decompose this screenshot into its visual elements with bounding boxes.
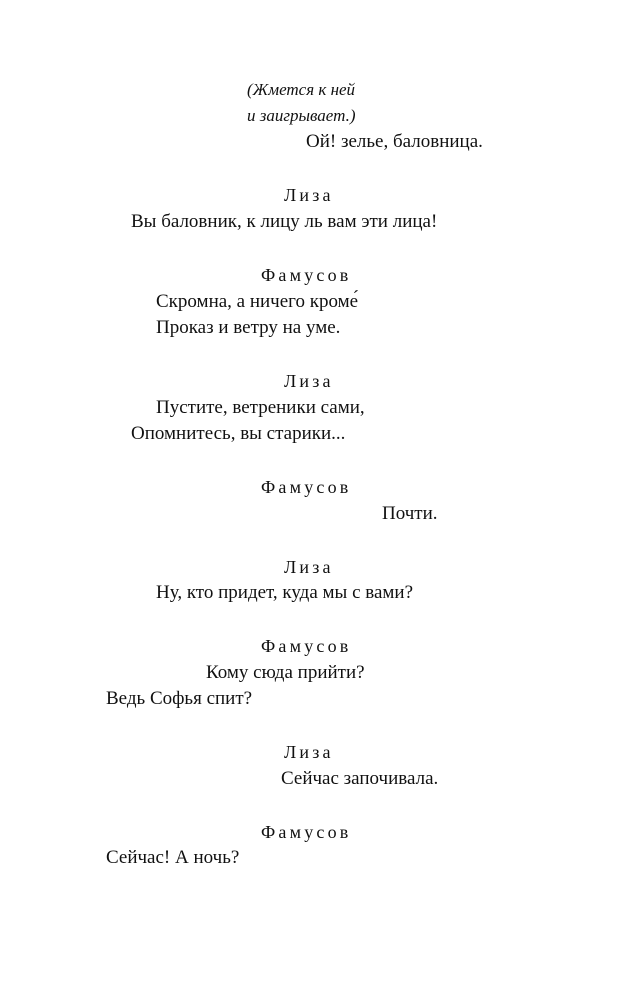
verse-line: Кому сюда прийти? bbox=[206, 662, 365, 683]
verse-line: Ну, кто придет, куда мы с вами? bbox=[156, 582, 414, 603]
speaker-name: Лиза bbox=[284, 557, 334, 577]
verse-line: Проказ и ветру на уме. bbox=[156, 317, 341, 338]
verse-line: Вы баловник, к лицу ль вам эти лица! bbox=[131, 211, 438, 232]
speaker-name: Фамусов bbox=[261, 265, 352, 285]
speaker-name: Лиза bbox=[284, 185, 334, 205]
stage-direction: (Жмется к ней bbox=[247, 80, 356, 99]
verse-line: Почти. bbox=[382, 503, 438, 524]
verse-line: Сейчас! А ночь? bbox=[106, 847, 240, 868]
verse-line: Пустите, ветреники сами, bbox=[156, 397, 365, 418]
verse-line: Сейчас започивала. bbox=[281, 768, 439, 789]
speaker-name: Лиза bbox=[284, 742, 334, 762]
speaker-name: Фамусов bbox=[261, 477, 352, 497]
verse-line: Ведь Софья спит? bbox=[106, 688, 253, 709]
speaker-name: Фамусов bbox=[261, 636, 352, 656]
speaker-name: Лиза bbox=[284, 371, 334, 391]
speaker-name: Фамусов bbox=[261, 822, 352, 842]
verse-line: Ой! зелье, баловница. bbox=[306, 131, 483, 152]
verse-line: Скромна, а ничего кроме́ bbox=[156, 291, 359, 312]
verse-line: Опомнитесь, вы старики... bbox=[131, 423, 346, 444]
stage-direction: и заигрывает.) bbox=[247, 106, 356, 125]
